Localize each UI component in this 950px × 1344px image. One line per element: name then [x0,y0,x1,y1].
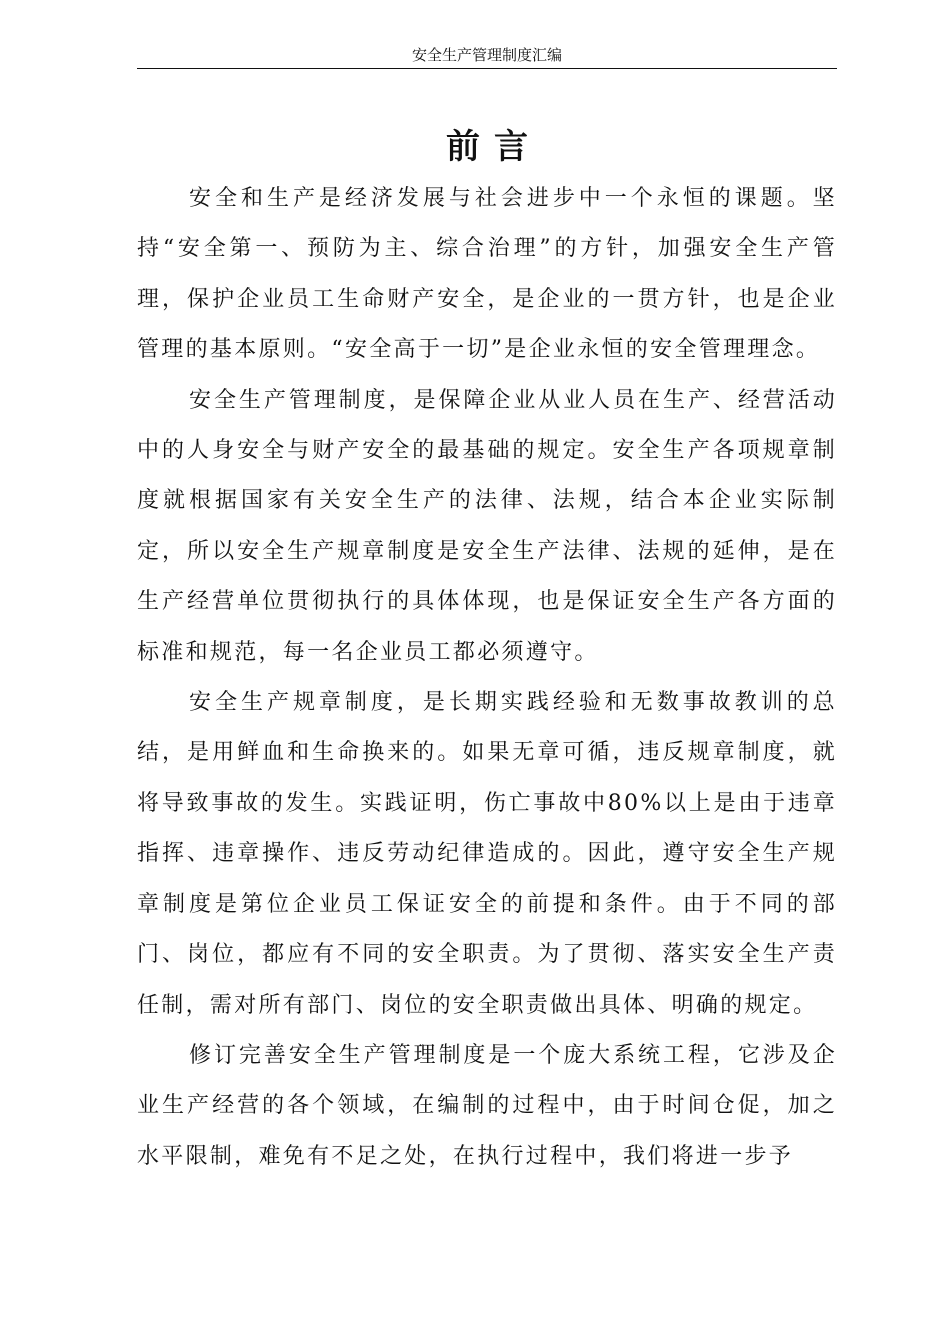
paragraph-1: 安全和生产是经济发展与社会进步中一个永恒的课题。坚持“安全第一、预防为主、综合治理”的方针，加强安全生产管理，保护企业员工生命财产安全，是企业的一贯方针，也是企业管理的基本原则。“安全高于一切”是企业永恒的安全管理理念。 [137,186,837,363]
page-title: 前言 [446,127,542,167]
running-header: 安全生产管理制度汇编 [137,42,837,69]
document-body [137,174,837,1182]
paragraph-4: 修订完善安全生产管理制度是一个庞大系统工程，它涉及企业生产经营的各个领域，在编制的过程中，由于时间仓促，加之水平限制，难免有不足之处，在执行过程中，我们将进一步予 [137,1042,837,1169]
paragraph-2: 安全生产管理制度，是保障企业从业人员在生产、经营活动中的人身安全与财产安全的最基础的规定。安全生产各项规章制度就根据国家有关安全生产的法律、法规，结合本企业实际制定，所以安全生产规章制度是安全生产法律、法规的延伸，是在生产经营单位贯彻执行的具体体现，也是保证安全生产各方面的标准和规范，每一名企业员工都必须遵守。 [137,387,837,665]
paragraph-3: 安全生产规章制度，是长期实践经验和无数事故教训的总结，是用鲜血和生命换来的。如果无章可循，违反规章制度，就将导致事故的发生。实践证明，伤亡事故中80%以上是由于违章指挥、违章操作、违反劳动纪律造成的。因此，遵守安全生产规章制度是第位企业员工保证安全的前提和条件。由于不同的部门、岗位，都应有不同的安全职责。为了贯彻、落实安全生产责任制，需对所有部门、岗位的安全职责做出具体、明确的规定。 [137,690,837,1018]
